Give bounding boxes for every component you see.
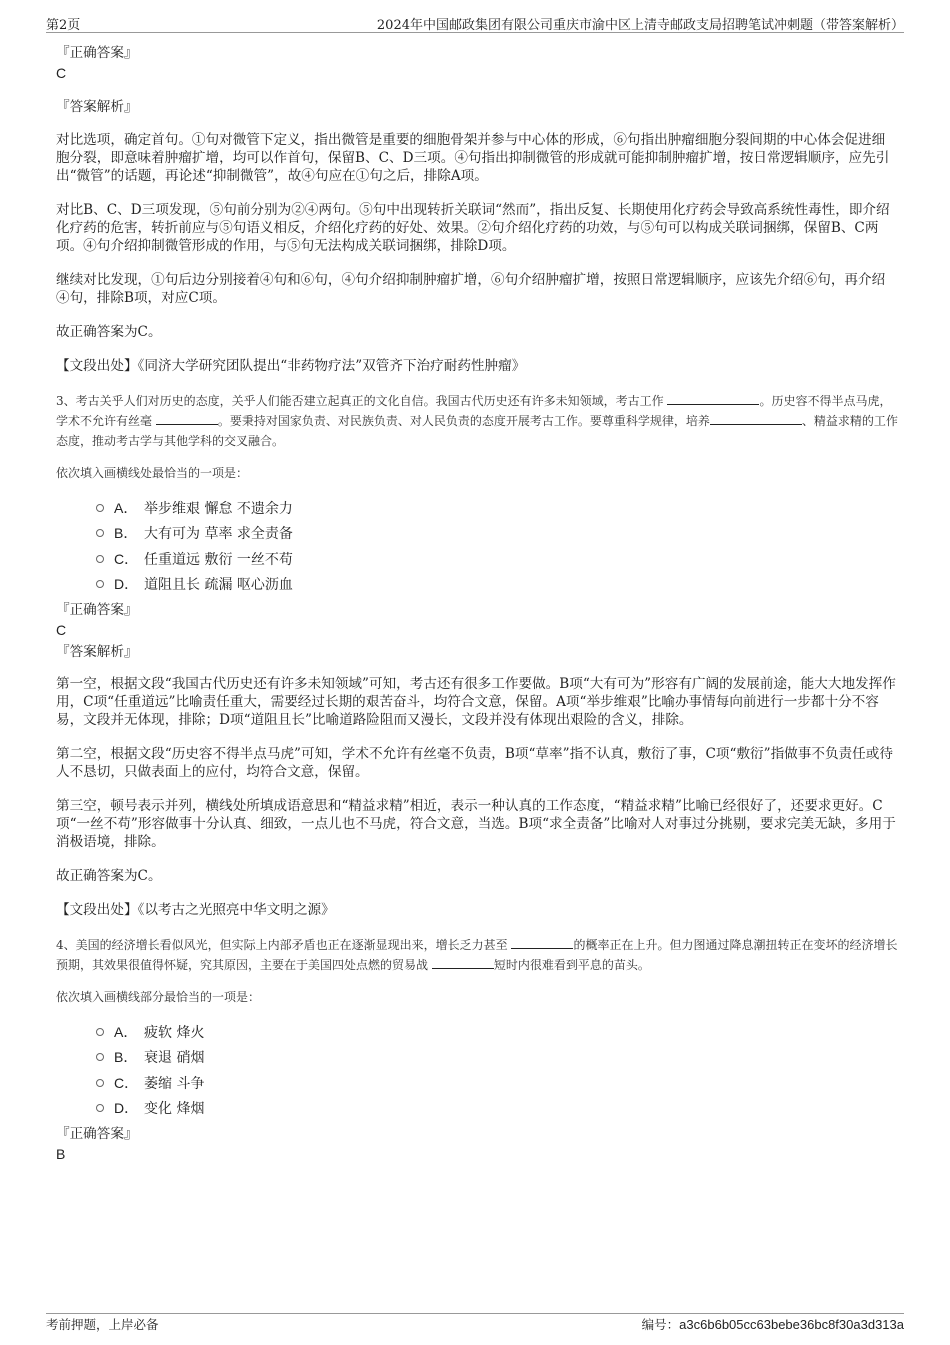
footer-slogan: 考前押题，上岸必备: [46, 1317, 159, 1332]
question-prompt: 依次填入画横线处最恰当的一项是：: [56, 466, 249, 480]
page-number: 第2页: [46, 18, 81, 33]
options-list: [96, 1019, 898, 1121]
document-code: 编号：a3c6b6b05cc63bebe36bc8f30a3d313a: [641, 1317, 904, 1332]
radio-icon[interactable]: [96, 1079, 104, 1087]
page-header: [46, 14, 904, 33]
option-a[interactable]: A． 疲软 烽火: [96, 1019, 898, 1045]
analysis-conclusion: 故正确答案为C。: [56, 868, 162, 884]
radio-icon[interactable]: [96, 1104, 104, 1112]
correct-answer-label: 『正确答案』: [56, 602, 138, 618]
radio-icon[interactable]: [96, 1028, 104, 1036]
option-c[interactable]: C． 萎缩 斗争: [96, 1070, 898, 1096]
document-title: 2024年中国邮政集团有限公司重庆市渝中区上清寺邮政支局招聘笔试冲刺题（带答案解析）: [376, 18, 904, 33]
correct-answer-label: 『正确答案』: [56, 45, 138, 61]
fill-blank[interactable]: [156, 412, 218, 425]
analysis-label: 『答案解析』: [56, 99, 138, 115]
question-prompt: 依次填入画横线部分最恰当的一项是：: [56, 990, 261, 1004]
question-stem: 4、美国的经济增长看似风光，但实际上内部矛盾也正在逐渐显现出来，增长乏力甚至 的概率正在上升。但力图通过降息潮扭转正在变坏的经济增长预期，其效果很值得怀疑，究其原因，主要在于美国四处点燃的贸易战 短时内很难看到平息的苗头。: [56, 938, 898, 972]
option-a[interactable]: A． 举步维艰 懈怠 不遗余力: [96, 495, 898, 521]
radio-icon[interactable]: [96, 1053, 104, 1061]
radio-icon[interactable]: [96, 555, 104, 563]
analysis-paragraph: 对比选项，确定首句。①句对微管下定义，指出微管是重要的细胞骨架并参与中心体的形成，⑥句指出肿瘤细胞分裂间期的中心体会促进细胞分裂，即意味着肿瘤扩增，均可以作首句，保留B、C、D三项。④句指出抑制微管的形成就可能抑制肿瘤扩增，按日常逻辑顺序，应先引出“微管”的话题，再论述“抑制微管”，故④句应在①句之后，排除A项。: [56, 132, 890, 184]
option-d[interactable]: D． 变化 烽烟: [96, 1096, 898, 1122]
fill-blank[interactable]: [432, 956, 494, 969]
analysis-paragraph: 第一空，根据文段“我国古代历史还有许多未知领域”可知，考古还有很多工作要做。B项“大有可为”形容有广阔的发展前途，能大大地发挥作用，C项“任重道远”比喻责任重大，需要经过长期的艰苦奋斗，均符合文意，保留。A项“举步维艰”比喻办事情每向前进行一步都十分不容易，文段并无体现，排除；D项“道阻且长”比喻道路险阻而又漫长，文段并没有体现出艰险的含义，排除。: [56, 676, 896, 728]
page-footer: [46, 1313, 904, 1332]
source-citation: 【文段出处】《以考古之光照亮中华文明之源》: [56, 902, 335, 918]
page-content: [56, 44, 898, 1163]
options-list: [96, 495, 898, 597]
analysis-conclusion: 故正确答案为C。: [56, 324, 162, 340]
analysis-paragraph: 对比B、C、D三项发现，⑤句前分别为②④两句。⑤句中出现转折关联词“然而”，指出反复、长期使用化疗药会导致高系统性毒性，即介绍化疗药的危害，转折前应与⑤句语义相反，介绍化疗药的好处、效果。②句介绍化疗药的功效，与⑤句可以构成关联词捆绑，保留B、C两项。④句介绍抑制微管形成的作用，与⑤句无法构成关联词捆绑，排除D项。: [56, 202, 890, 254]
source-citation: 【文段出处】《同济大学研究团队提出“非药物疗法”双管齐下治疗耐药性肿瘤》: [56, 358, 526, 374]
radio-icon[interactable]: [96, 504, 104, 512]
correct-answer-label: 『正确答案』: [56, 1126, 138, 1142]
fill-blank[interactable]: [667, 392, 759, 405]
analysis-paragraph: 第三空，顿号表示并列，横线处所填成语意思和“精益求精”相近，表示一种认真的工作态度，“精益求精”比喻已经很好了，还要求更好。C项“一丝不苟”形容做事十分认真、细致，一点儿也不马虎，符合文意，当选。B项“求全责备”比喻对人对事过分挑剔，要求完美无缺，多用于消极语境，排除。: [56, 798, 896, 850]
fill-blank[interactable]: [710, 412, 802, 425]
analysis-label: 『答案解析』: [56, 644, 138, 660]
option-b[interactable]: B． 衰退 硝烟: [96, 1045, 898, 1071]
radio-icon[interactable]: [96, 529, 104, 537]
fill-blank[interactable]: [511, 936, 573, 949]
analysis-paragraph: 继续对比发现，①句后边分别接着④句和⑥句，④句介绍抑制肿瘤扩增，⑥句介绍肿瘤扩增，按照日常逻辑顺序，应该先介绍⑥句，再介绍④句，排除B项，对应C项。: [56, 272, 886, 306]
correct-answer-value: B: [56, 1146, 66, 1162]
question-stem: 3、考古关乎人们对历史的态度，关乎人们能否建立起真正的文化自信。我国古代历史还有许多未知领域，考古工作 。历史容不得半点马虎，学术不允许有丝毫 。要秉持对国家负责、对民族负责、对人民负责的态度开展考古工作。要尊重科学规律，培养 、精益求精的工作态度，推动考古学与其他学科的交叉融合。: [56, 394, 898, 448]
correct-answer-value: C: [56, 622, 67, 638]
option-c[interactable]: C． 任重道远 敷衍 一丝不苟: [96, 546, 898, 572]
option-d[interactable]: D． 道阻且长 疏漏 呕心沥血: [96, 572, 898, 598]
option-b[interactable]: B． 大有可为 草率 求全责备: [96, 521, 898, 547]
analysis-paragraph: 第二空，根据文段“历史容不得半点马虎”可知，学术不允许有丝毫不负责，B项“草率”指不认真，敷衍了事，C项“敷衍”指做事不负责任或待人不恳切，只做表面上的应付，均符合文意，保留。: [56, 746, 893, 780]
correct-answer-value: C: [56, 65, 67, 81]
radio-icon[interactable]: [96, 580, 104, 588]
